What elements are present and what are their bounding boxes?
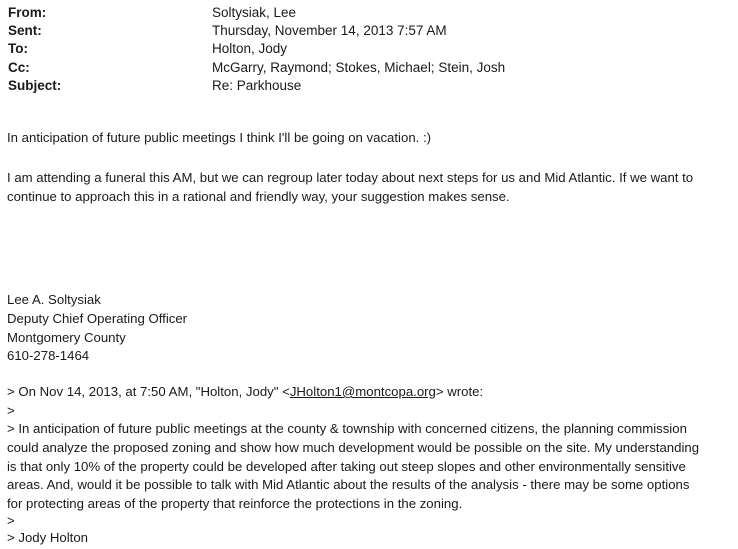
subject-row	[8, 77, 728, 95]
from-value: Soltysiak, Lee	[212, 5, 297, 20]
body-paragraph-1: In anticipation of future public meetings I think I'll be going on vacation. :)	[7, 130, 432, 145]
body-paragraph-2-line-1: I am attending a funeral this AM, but we can regroup later today about next steps for us and Mid Atlantic. If we want to	[7, 170, 694, 185]
quote-blank-1: >	[7, 403, 15, 418]
sent-label: Sent:	[8, 23, 42, 38]
sent-value: Thursday, November 14, 2013 7:57 AM	[212, 23, 447, 38]
quote-line-1: > In anticipation of future public meetings at the county & township with concerned citizens, the planning commission	[7, 421, 687, 436]
cc-value: McGarry, Raymond; Stokes, Michael; Stein, Josh	[212, 60, 506, 75]
quote-intro-prefix: > On Nov 14, 2013, at 7:50 AM, "Holton, Jody" <	[7, 384, 290, 399]
sent-row	[8, 22, 728, 40]
to-row	[8, 40, 728, 58]
signature-phone: 610-278-1464	[7, 348, 90, 363]
quote-signature: > Jody Holton	[7, 530, 89, 545]
signature-name: Lee A. Soltysiak	[7, 292, 101, 307]
from-row	[8, 4, 728, 22]
body-paragraph-2-line-2: continue to approach this in a rational and friendly way, your suggestion makes sense.	[7, 189, 510, 204]
quote-line-3: is that only 10% of the property could be developed after taking out steep slopes and other environmentally sensitive	[7, 459, 686, 474]
subject-label: Subject:	[8, 78, 62, 93]
quote-intro-suffix: > wrote:	[435, 384, 484, 399]
to-value: Holton, Jody	[212, 41, 288, 56]
quote-line-2: could analyze the proposed zoning and show how much development would be possible on the site. My understanding	[7, 440, 700, 455]
subject-value: Re: Parkhouse	[212, 78, 302, 93]
cc-row	[8, 59, 728, 77]
to-label: To:	[8, 41, 28, 56]
email-link[interactable]: JHolton1@montcopa.org	[289, 384, 436, 399]
signature-org: Montgomery County	[7, 330, 126, 345]
from-label: From:	[8, 5, 47, 20]
quote-line-4: areas. And, would it be possible to talk with Mid Atlantic about the results of the analysis - there may be some options	[7, 477, 690, 492]
quote-line-5: for protecting areas of the property that reinforce the protections in the zoning.	[7, 496, 463, 511]
signature-title: Deputy Chief Operating Officer	[7, 311, 188, 326]
cc-label: Cc:	[8, 60, 30, 75]
quote-blank-2: >	[7, 513, 15, 528]
quote-intro	[7, 382, 731, 401]
